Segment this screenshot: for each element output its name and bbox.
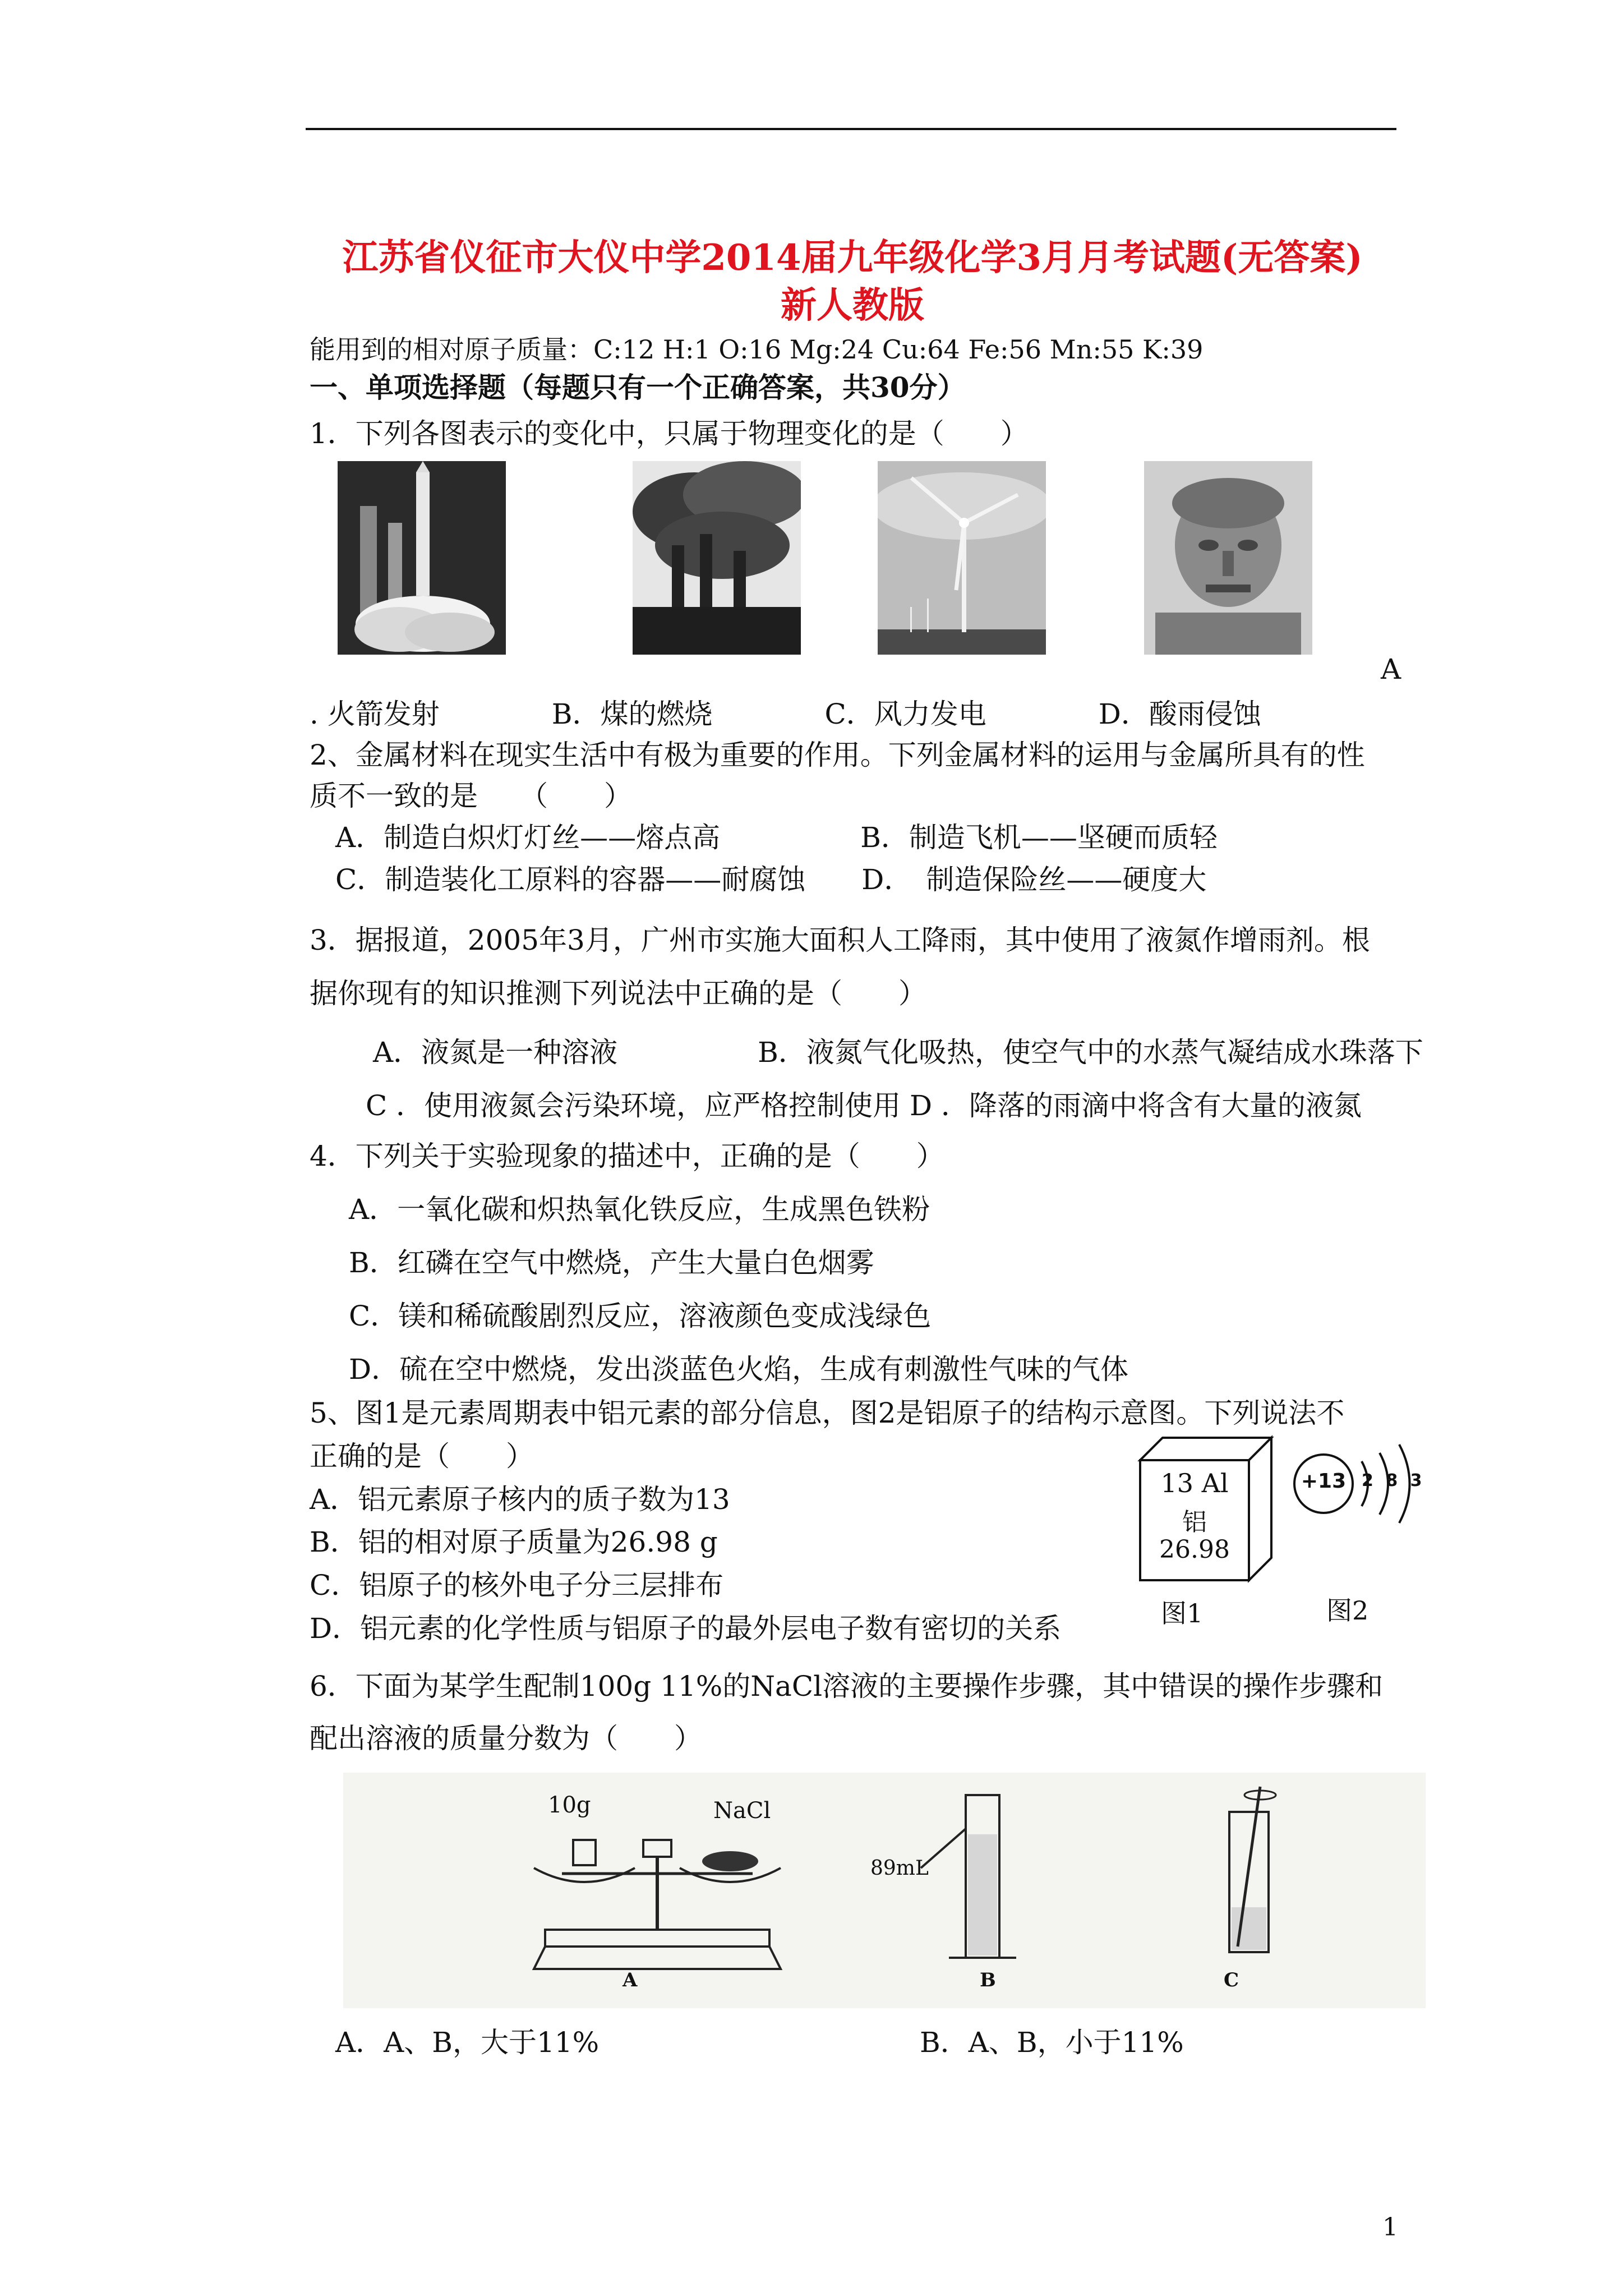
figure2-caption: 图2 bbox=[1326, 1595, 1369, 1626]
q3-stem-line1: 3．据报道，2005年3月，广州市实施大面积人工降雨，其中使用了液氮作增雨剂。根 bbox=[310, 924, 1370, 956]
q5-option-c: C．铝原子的核外电子分三层排布 bbox=[310, 1569, 724, 1602]
weight-label: 10g bbox=[548, 1792, 591, 1818]
q4-option-d: D．硫在空中燃烧，发出淡蓝色火焰，生成有刺激性气味的气体 bbox=[349, 1353, 1129, 1386]
q5-option-d: D．铝元素的化学性质与铝原子的最外层电子数有密切的关系 bbox=[310, 1612, 1062, 1645]
acid-rain-statue-image bbox=[1144, 461, 1312, 655]
aluminum-element-cell bbox=[1136, 1433, 1276, 1585]
q6-option-b: B．A、B，小于11% bbox=[920, 2026, 1184, 2059]
q3-stem-line2: 据你现有的知识推测下列说法中正确的是（ ） bbox=[310, 977, 926, 1010]
element-number-symbol: 13 Al bbox=[1160, 1468, 1229, 1498]
element-name: 铝 bbox=[1182, 1508, 1207, 1536]
q3-options-ab: A．液氮是一种溶液 B．液氮气化吸热，使空气中的水蒸气凝结成水珠落下 bbox=[373, 1036, 1423, 1069]
section-heading: 一、单项选择题（每题只有一个正确答案，共30分） bbox=[310, 371, 966, 404]
rocket-launch-image bbox=[338, 461, 506, 655]
q2-stem-line2: 质不一致的是 （ ） bbox=[310, 780, 632, 812]
q1-trailing-letter: A bbox=[1381, 653, 1401, 685]
wind-turbine-image bbox=[878, 461, 1046, 655]
coal-burning-image bbox=[633, 461, 801, 655]
q4-stem: 4．下列关于实验现象的描述中，正确的是（ ） bbox=[310, 1140, 944, 1172]
nacl-label: NaCl bbox=[713, 1798, 771, 1824]
q5-option-a: A．铝元素原子核内的质子数为13 bbox=[310, 1483, 730, 1516]
q5-option-b: B．铝的相对原子质量为26.98 g bbox=[310, 1526, 718, 1558]
exam-subtitle: 新人教版 bbox=[781, 284, 924, 326]
q2-stem-line1: 2、金属材料在现实生活中有极为重要的作用。下列金属材料的运用与金属所具有的性 bbox=[310, 739, 1365, 771]
q2-options-cd: C．制造装化工原料的容器——耐腐蚀 D． 制造保险丝——硬度大 bbox=[335, 863, 1207, 896]
solution-preparation-figure bbox=[343, 1773, 1426, 2008]
q5-stem-line2: 正确的是（ ） bbox=[310, 1440, 534, 1473]
nucleus-label: +13 bbox=[1301, 1470, 1347, 1493]
atomic-masses: 能用到的相对原子质量：C:12 H:1 O:16 Mg:24 Cu:64 Fe:56 Mn:55 K:39 bbox=[310, 334, 1204, 365]
page-number: 1 bbox=[1382, 2213, 1398, 2242]
step-a-label: A bbox=[623, 1969, 638, 1991]
figure1-caption: 图1 bbox=[1161, 1598, 1204, 1628]
q1-options: . 火箭发射 B．煤的燃烧 C．风力发电 D．酸雨侵蚀 bbox=[310, 698, 1261, 730]
q6-option-a: A．A、B，大于11% bbox=[335, 2026, 600, 2059]
top-rule bbox=[306, 128, 1396, 130]
aluminum-atom-diagram bbox=[1290, 1436, 1424, 1543]
q2-options-ab: A．制造白炽灯灯丝——熔点高 B．制造飞机——坚硬而质轻 bbox=[335, 821, 1218, 854]
exam-title: 江苏省仪征市大仪中学2014届九年级化学3月月考试题(无答案) bbox=[342, 237, 1363, 279]
q4-option-c: C．镁和稀硫酸剧烈反应，溶液颜色变成浅绿色 bbox=[349, 1300, 932, 1332]
q4-option-a: A．一氧化碳和炽热氧化铁反应，生成黑色铁粉 bbox=[349, 1193, 930, 1226]
volume-label: 89mL bbox=[870, 1857, 929, 1880]
q1-stem: 1．下列各图表示的变化中，只属于物理变化的是（ ） bbox=[310, 417, 1029, 450]
q4-option-b: B．红磷在空气中燃烧，产生大量白色烟雾 bbox=[349, 1246, 874, 1279]
q6-stem-line1: 6．下面为某学生配制100g 11%的NaCl溶液的主要操作步骤，其中错误的操作步骤和 bbox=[310, 1670, 1384, 1703]
step-b-label: B bbox=[980, 1969, 996, 1991]
beaker-stirring-illustration bbox=[1207, 1778, 1297, 1975]
q6-stem-line2: 配出溶液的质量分数为（ ） bbox=[310, 1722, 702, 1755]
step-c-label: C bbox=[1224, 1969, 1239, 1991]
q3-options-cd: C ．使用液氮会污染环境，应严格控制使用 D ．降落的雨滴中将含有大量的液氮 bbox=[366, 1089, 1362, 1122]
element-mass: 26.98 bbox=[1159, 1535, 1230, 1564]
q5-stem-line1: 5、图1是元素周期表中铝元素的部分信息，图2是铝原子的结构示意图。下列说法不 bbox=[310, 1397, 1345, 1429]
electron-shells-label: 2 8 3 bbox=[1362, 1471, 1426, 1490]
